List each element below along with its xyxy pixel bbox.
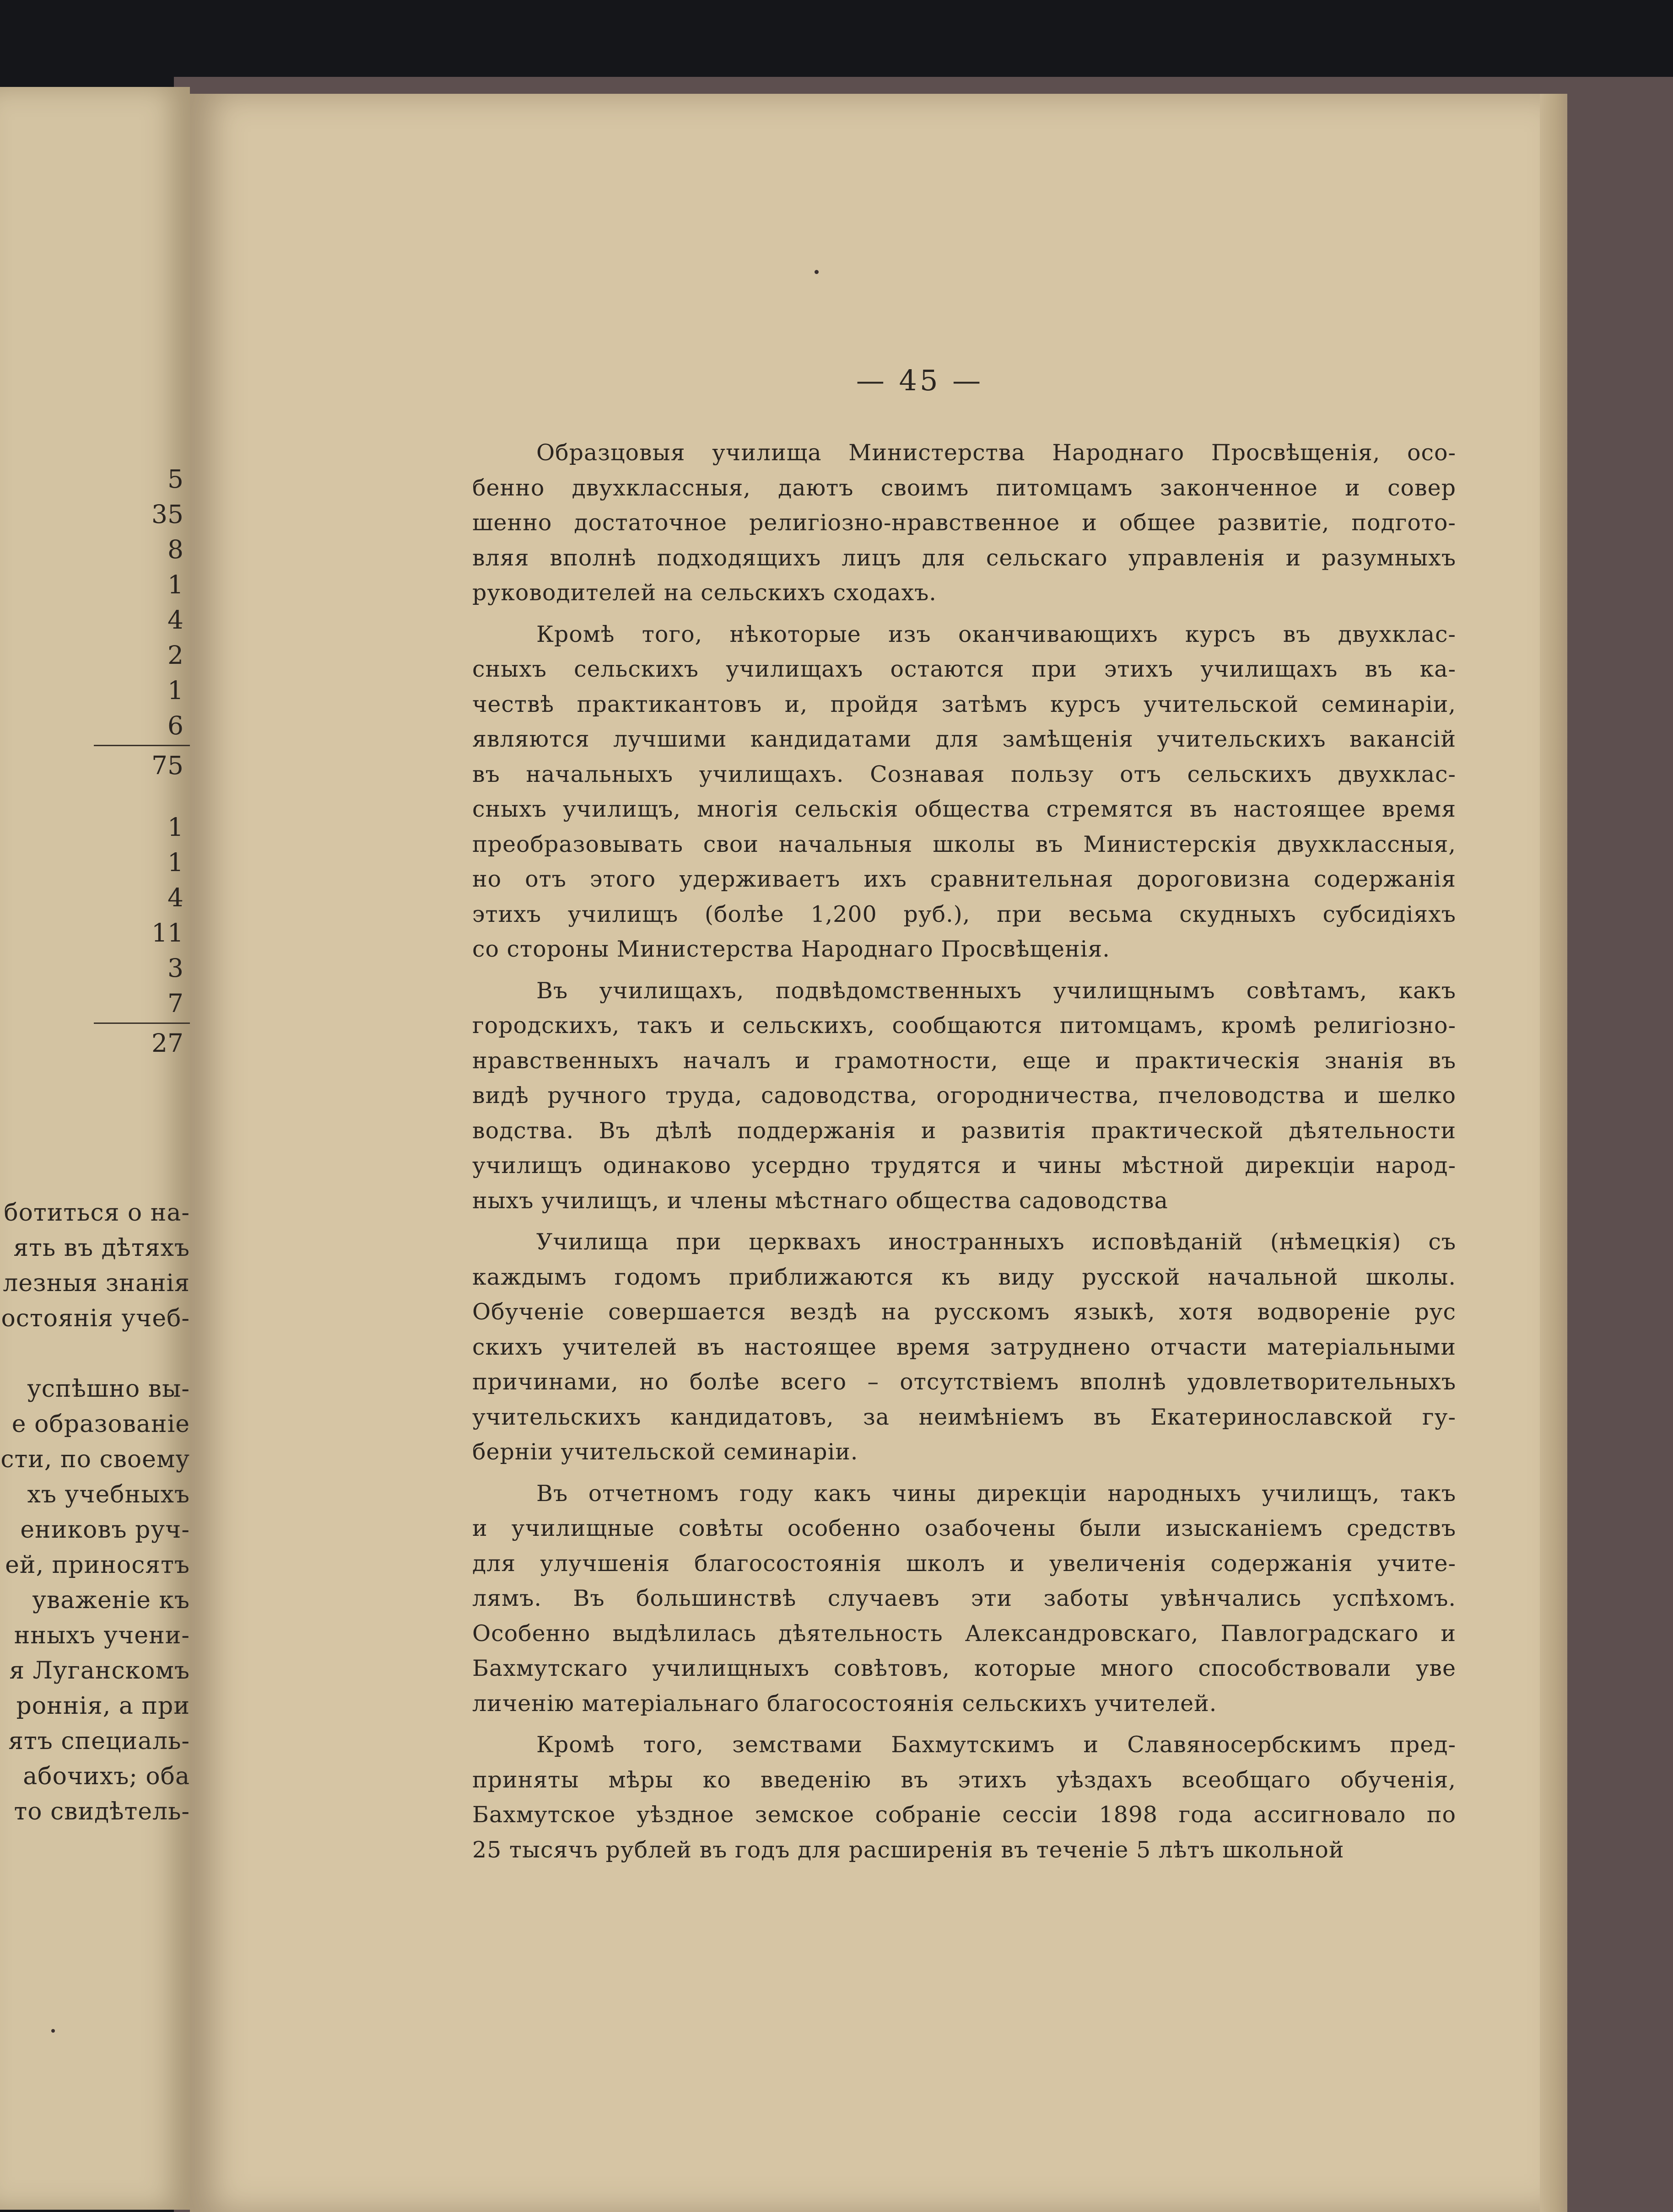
left-text-line: уваженіе къ [32,1587,190,1614]
left-text-line: остоянія учеб- [1,1305,190,1332]
text-line: берніи учительской семинаріи. [472,1439,858,1465]
text-line: видѣ ручного труда, садоводства, огородничества, пчеловодства и шелко [472,1082,1456,1109]
left-text-line: ботиться о на- [4,1199,190,1227]
text-line: преобразовывать свои начальныя школы въ Министерскія двухклассныя, [472,831,1456,857]
text-line: этихъ училищъ (болѣе 1,200 руб.), при весьма скудныхъ субсидіяхъ [472,901,1456,927]
text-line: Образцовыя училища Министерства Народнаго Просвѣщенія, осо- [536,440,1456,466]
text-line: училищъ одинаково усердно трудятся и чины мѣстной дирекціи народ- [472,1152,1456,1179]
left-text-line: ятъ специаль- [8,1728,190,1755]
left-text-line: ениковъ руч- [20,1516,190,1544]
text-line: вляя вполнѣ подходящихъ лицъ для сельскаго управленія и разумныхъ [472,544,1456,571]
text-line: причинами, но болѣе всего – отсутствіемъ вполнѣ удовлетворительныхъ [472,1369,1456,1395]
ink-speck [815,270,819,274]
text-line: Бахмутское уѣздное земское собраніе сессіи 1898 года ассигновало по [472,1802,1456,1828]
text-line: нравственныхъ началъ и грамотности, еще и практическія знанія въ [472,1047,1456,1074]
table-number: 3 [167,953,183,983]
text-line: сныхъ училищъ, многія сельскія общества стремятся въ настоящее время [472,796,1456,822]
table-number: 27 [151,1028,183,1058]
text-line: приняты мѣры ко введенію въ этихъ уѣздахъ всеобщаго обученія, [472,1766,1456,1793]
table-number: 1 [167,570,183,599]
paragraph [472,1476,1456,1722]
left-text-line: ей, приносятъ [5,1551,190,1579]
text-line: шенно достаточное религіозно-нравственное и общее развитіе, подгото- [472,510,1456,536]
text-line: Кромѣ того, земствами Бахмутскимъ и Славяносербскимъ пред- [536,1732,1456,1758]
sum-rule [94,1023,190,1024]
text-line: чествѣ практикантовъ и, пройдя затѣмъ курсъ учительской семинаріи, [472,691,1456,717]
text-line: Кромѣ того, нѣкоторые изъ оканчивающихъ курсъ въ двухклас- [536,621,1456,647]
sum-rule [94,745,190,746]
table-number: 1 [167,813,183,842]
paragraph [472,1728,1456,1868]
table-number: 1 [167,676,183,705]
text-line: каждымъ годомъ приближаются къ виду русской начальной школы. [472,1264,1456,1290]
table-number: 4 [167,883,183,912]
page-edge [1540,94,1567,2212]
table-number: 1 [167,848,183,877]
paragraph [472,617,1456,967]
left-text-line: е образованіе [11,1410,190,1438]
text-line: личенію матеріальнаго благосостоянія сельскихъ учителей. [472,1690,1217,1717]
text-line: Бахмутскаго училищныхъ совѣтовъ, которые много способствовали уве [472,1655,1456,1681]
paragraph [472,974,1456,1219]
left-text-line: успѣшно вы- [27,1375,190,1403]
text-line: водства. Въ дѣлѣ поддержанія и развитія практической дѣятельности [472,1117,1456,1144]
text-line: въ начальныхъ училищахъ. Сознавая пользу отъ сельскихъ двухклас- [472,761,1456,787]
left-text-line: я Луганскомъ [9,1657,190,1685]
left-text-line: роннія, а при [16,1692,190,1720]
text-line: Въ училищахъ, подвѣдомственныхъ училищнымъ совѣтамъ, какъ [536,977,1456,1004]
text-line: Особенно выдѣлилась дѣятельность Александровскаго, Павлоградскаго и [472,1620,1456,1647]
text-line: для улучшенія благосостоянія школъ и увеличенія содержанія учите- [472,1550,1456,1577]
table-number: 4 [167,605,183,635]
text-line: со стороны Министерства Народнаго Просвѣщенія. [472,936,1110,962]
text-line: скихъ учителей въ настоящее время затруднено отчасти матеріальными [472,1334,1456,1360]
text-line: бенно двухклассныя, даютъ своимъ питомцамъ законченное и совер [472,474,1456,501]
body-text [472,436,1456,1874]
page-number: — 45 — [856,364,984,397]
text-line: являются лучшими кандидатами для замѣщенія учительскихъ вакансій [472,726,1456,752]
text-line: но отъ этого удерживаетъ ихъ сравнительная дороговизна содержанія [472,866,1456,892]
text-line: руководителей на сельскихъ сходахъ. [472,580,937,606]
table-number: 6 [167,711,183,740]
left-text-line: лезныя знанія [3,1270,190,1297]
table-number: 75 [151,751,183,780]
text-line: и училищные совѣты особенно озабочены были изысканіемъ средствъ [472,1515,1456,1541]
left-text-line: хъ учебныхъ [27,1481,190,1508]
text-line: городскихъ, такъ и сельскихъ, сообщаются питомцамъ, кромѣ религіозно- [472,1012,1456,1039]
text-line: лямъ. Въ большинствѣ случаевъ эти заботы увѣнчались успѣхомъ. [472,1585,1456,1611]
table-number: 5 [167,464,183,494]
table-number: 35 [151,500,183,529]
table-number: 11 [151,918,183,947]
text-line: Обученіе совершается вездѣ на русскомъ языкѣ, хотя водвореніе рус [472,1299,1456,1325]
text-line: 25 тысячъ рублей въ годъ для расширенія въ теченіе 5 лѣтъ школьной [472,1836,1344,1863]
left-text-line: ять въ дѣтяхъ [13,1234,190,1262]
paragraph [472,436,1456,611]
table-number: 8 [167,535,183,564]
text-line: учительскихъ кандидатовъ, за неимѣніемъ въ Екатеринославской гу- [472,1404,1456,1430]
ink-speck [51,2029,55,2033]
left-text-line: сти, по своему [0,1446,190,1473]
text-line: ныхъ училищъ, и члены мѣстнаго общества садоводства [472,1187,1168,1214]
left-text-line: абочихъ; оба [23,1763,190,1790]
table-number: 7 [167,989,183,1018]
table-number: 2 [167,640,183,670]
left-text-line: то свидѣтель- [14,1798,190,1825]
text-line: сныхъ сельскихъ училищахъ остаются при этихъ училищахъ въ ка- [472,656,1456,682]
text-line: Училища при церквахъ иностранныхъ исповѣданій (нѣмецкія) съ [536,1229,1456,1255]
text-line: Въ отчетномъ году какъ чины дирекціи народныхъ училищъ, такъ [536,1480,1456,1507]
left-text-line: нныхъ учени- [14,1622,190,1649]
left-page-fragment [0,87,190,2210]
paragraph [472,1225,1456,1470]
